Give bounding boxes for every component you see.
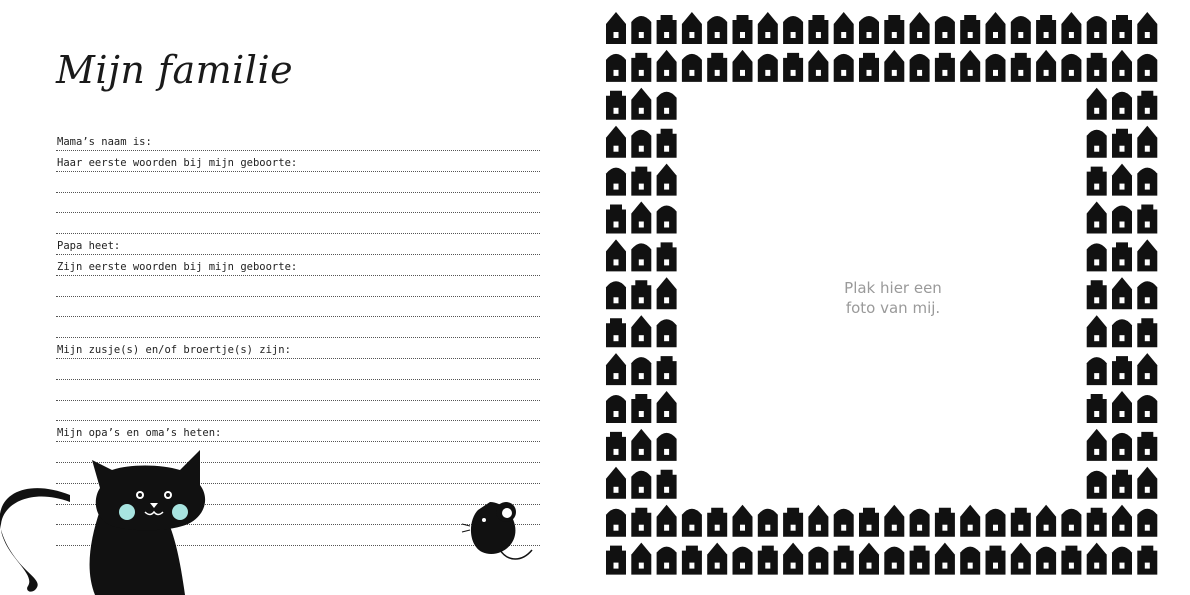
house-icon — [783, 53, 803, 82]
house-icon — [1087, 88, 1107, 120]
house-icon — [606, 126, 626, 158]
field-label: Mijn zusje(s) en/of broertje(s) zijn: — [57, 344, 291, 356]
house-icon — [606, 54, 626, 82]
house-icon — [808, 505, 828, 537]
house-icon — [758, 546, 778, 575]
house-icon — [1137, 546, 1157, 575]
field-label: Papa heet: — [57, 240, 121, 252]
house-icon — [1137, 467, 1157, 499]
house-icon — [986, 54, 1006, 82]
photo-hint-line-2: foto van mij. — [845, 299, 941, 317]
house-icon — [1112, 129, 1132, 158]
house-icon — [1061, 54, 1081, 82]
house-icon — [1137, 395, 1157, 423]
house-icon — [1011, 543, 1031, 575]
house-icon — [1087, 543, 1107, 575]
house-icon — [1087, 394, 1107, 423]
house-icon — [707, 543, 727, 575]
house-icon — [1112, 319, 1132, 347]
cat-icon — [0, 440, 230, 595]
house-icon — [935, 16, 955, 44]
house-icon — [935, 543, 955, 575]
house-icon — [733, 505, 753, 537]
house-icon — [1087, 53, 1107, 82]
house-icon — [1137, 205, 1157, 234]
house-icon — [707, 508, 727, 537]
house-icon — [935, 53, 955, 82]
house-icon — [631, 167, 651, 196]
house-icon — [657, 470, 677, 499]
house-icon — [1112, 433, 1132, 461]
house-icon — [682, 12, 702, 44]
house-icon — [884, 50, 904, 82]
house-icon — [1112, 15, 1132, 44]
house-icon — [834, 509, 854, 537]
house-icon — [783, 16, 803, 44]
writing-line[interactable] — [56, 150, 540, 151]
house-icon — [834, 12, 854, 44]
house-icon — [657, 129, 677, 158]
house-icon — [1061, 12, 1081, 44]
house-icon — [606, 12, 626, 44]
house-icon — [1137, 168, 1157, 196]
mouse-icon — [460, 490, 545, 565]
writing-line[interactable] — [56, 296, 540, 297]
house-icon — [1112, 547, 1132, 575]
house-icon — [631, 243, 651, 271]
house-icon — [631, 88, 651, 120]
house-icon — [682, 546, 702, 575]
house-icon — [1137, 239, 1157, 271]
house-icon — [606, 91, 626, 120]
house-icon — [1087, 167, 1107, 196]
house-icon — [631, 53, 651, 82]
house-icon — [1087, 130, 1107, 158]
writing-line[interactable] — [56, 400, 540, 401]
house-icon — [631, 543, 651, 575]
house-icon — [1036, 50, 1056, 82]
house-icon — [1087, 429, 1107, 461]
house-icon — [859, 16, 879, 44]
house-icon — [1087, 202, 1107, 234]
house-icon — [1137, 126, 1157, 158]
house-icon — [1137, 54, 1157, 82]
page-title: Mijn familie — [56, 48, 294, 92]
house-icon — [960, 547, 980, 575]
house-icon — [657, 391, 677, 423]
house-icon — [657, 505, 677, 537]
photo-hint-line-1: Plak hier een — [844, 279, 942, 297]
house-icon — [1087, 243, 1107, 271]
writing-line[interactable] — [56, 254, 540, 255]
house-icon — [986, 12, 1006, 44]
house-icon — [733, 547, 753, 575]
house-icon — [657, 433, 677, 461]
house-icon — [631, 394, 651, 423]
field-label: Mijn opa’s en oma’s heten: — [57, 427, 222, 440]
house-icon — [910, 54, 930, 82]
house-icon — [1011, 53, 1031, 82]
house-icon — [657, 50, 677, 82]
house-icon — [986, 546, 1006, 575]
house-icon — [657, 242, 677, 271]
house-icon — [1137, 91, 1157, 120]
house-icon — [834, 546, 854, 575]
house-icon — [657, 277, 677, 309]
house-icon — [1112, 277, 1132, 309]
house-icon — [910, 12, 930, 44]
house-icon — [1137, 318, 1157, 347]
house-icon — [935, 508, 955, 537]
house-icon — [960, 505, 980, 537]
house-icon — [707, 53, 727, 82]
house-icon — [682, 54, 702, 82]
house-icon — [808, 547, 828, 575]
writing-line[interactable] — [56, 358, 540, 359]
house-icon — [1087, 280, 1107, 309]
house-icon — [1011, 16, 1031, 44]
house-icon — [960, 50, 980, 82]
house-icon — [657, 164, 677, 196]
house-icon — [910, 546, 930, 575]
house-icon — [1087, 508, 1107, 537]
house-icon — [884, 547, 904, 575]
house-icon — [606, 509, 626, 537]
house-icon — [631, 315, 651, 347]
house-icon — [986, 509, 1006, 537]
house-icon — [783, 543, 803, 575]
house-icon — [1137, 509, 1157, 537]
writing-line[interactable] — [56, 171, 540, 172]
house-icon — [606, 239, 626, 271]
house-icon — [808, 15, 828, 44]
house-icon — [631, 357, 651, 385]
house-icon — [631, 280, 651, 309]
house-icon — [1112, 164, 1132, 196]
house-icon — [1036, 505, 1056, 537]
house-icon — [1087, 471, 1107, 499]
house-icon — [657, 356, 677, 385]
house-icon — [1036, 547, 1056, 575]
house-icon — [1137, 432, 1157, 461]
house-icon — [631, 202, 651, 234]
house-icon — [1137, 353, 1157, 385]
house-icon — [631, 16, 651, 44]
writing-line[interactable] — [56, 233, 540, 234]
house-icon — [1112, 242, 1132, 271]
house-icon — [1112, 92, 1132, 120]
house-icon — [631, 130, 651, 158]
house-icon — [1112, 50, 1132, 82]
house-icon — [758, 12, 778, 44]
house-icon — [1112, 356, 1132, 385]
house-icon — [682, 509, 702, 537]
writing-line[interactable] — [56, 420, 540, 421]
house-icon — [657, 92, 677, 120]
house-icon — [1112, 206, 1132, 234]
field-label: Haar eerste woorden bij mijn geboorte: — [57, 156, 298, 169]
house-icon — [631, 508, 651, 537]
right-page-photo — [595, 0, 1190, 595]
writing-line[interactable] — [56, 192, 540, 193]
house-icon — [859, 53, 879, 82]
photo-placeholder-text — [793, 278, 993, 318]
house-icon — [884, 505, 904, 537]
house-icon — [1036, 15, 1056, 44]
house-icon — [1112, 505, 1132, 537]
writing-line[interactable] — [56, 379, 540, 380]
house-icon — [657, 206, 677, 234]
house-icon — [1061, 509, 1081, 537]
house-icon — [606, 432, 626, 461]
house-icon — [606, 168, 626, 196]
house-icon — [631, 429, 651, 461]
house-icon — [631, 471, 651, 499]
house-icon — [1087, 357, 1107, 385]
house-icon — [606, 546, 626, 575]
field-label: Zijn eerste woorden bij mijn geboorte: — [57, 260, 298, 273]
house-icon — [1087, 315, 1107, 347]
writing-line[interactable] — [56, 316, 540, 317]
house-icon — [733, 15, 753, 44]
house-icon — [758, 54, 778, 82]
house-icon — [657, 15, 677, 44]
house-icon — [707, 16, 727, 44]
writing-line[interactable] — [56, 275, 540, 276]
house-icon — [606, 353, 626, 385]
writing-line[interactable] — [56, 212, 540, 213]
house-icon — [606, 395, 626, 423]
house-icon — [606, 467, 626, 499]
house-icon — [834, 54, 854, 82]
house-icon — [1011, 508, 1031, 537]
house-icon — [808, 50, 828, 82]
house-icon — [606, 318, 626, 347]
house-icon — [1061, 546, 1081, 575]
house-icon — [1137, 281, 1157, 309]
house-icon — [859, 508, 879, 537]
house-icon — [606, 281, 626, 309]
house-icon — [1087, 16, 1107, 44]
house-icon — [859, 543, 879, 575]
house-icon — [758, 509, 778, 537]
house-icon — [657, 319, 677, 347]
house-icon — [657, 547, 677, 575]
house-icon — [1112, 470, 1132, 499]
field-label: Mama’s naam is: — [57, 136, 152, 148]
writing-line[interactable] — [56, 337, 540, 338]
house-icon — [960, 15, 980, 44]
house-icon — [733, 50, 753, 82]
house-icon — [1112, 391, 1132, 423]
house-icon — [884, 15, 904, 44]
house-icon — [1137, 12, 1157, 44]
house-icon — [783, 508, 803, 537]
house-icon — [606, 205, 626, 234]
house-icon — [910, 509, 930, 537]
